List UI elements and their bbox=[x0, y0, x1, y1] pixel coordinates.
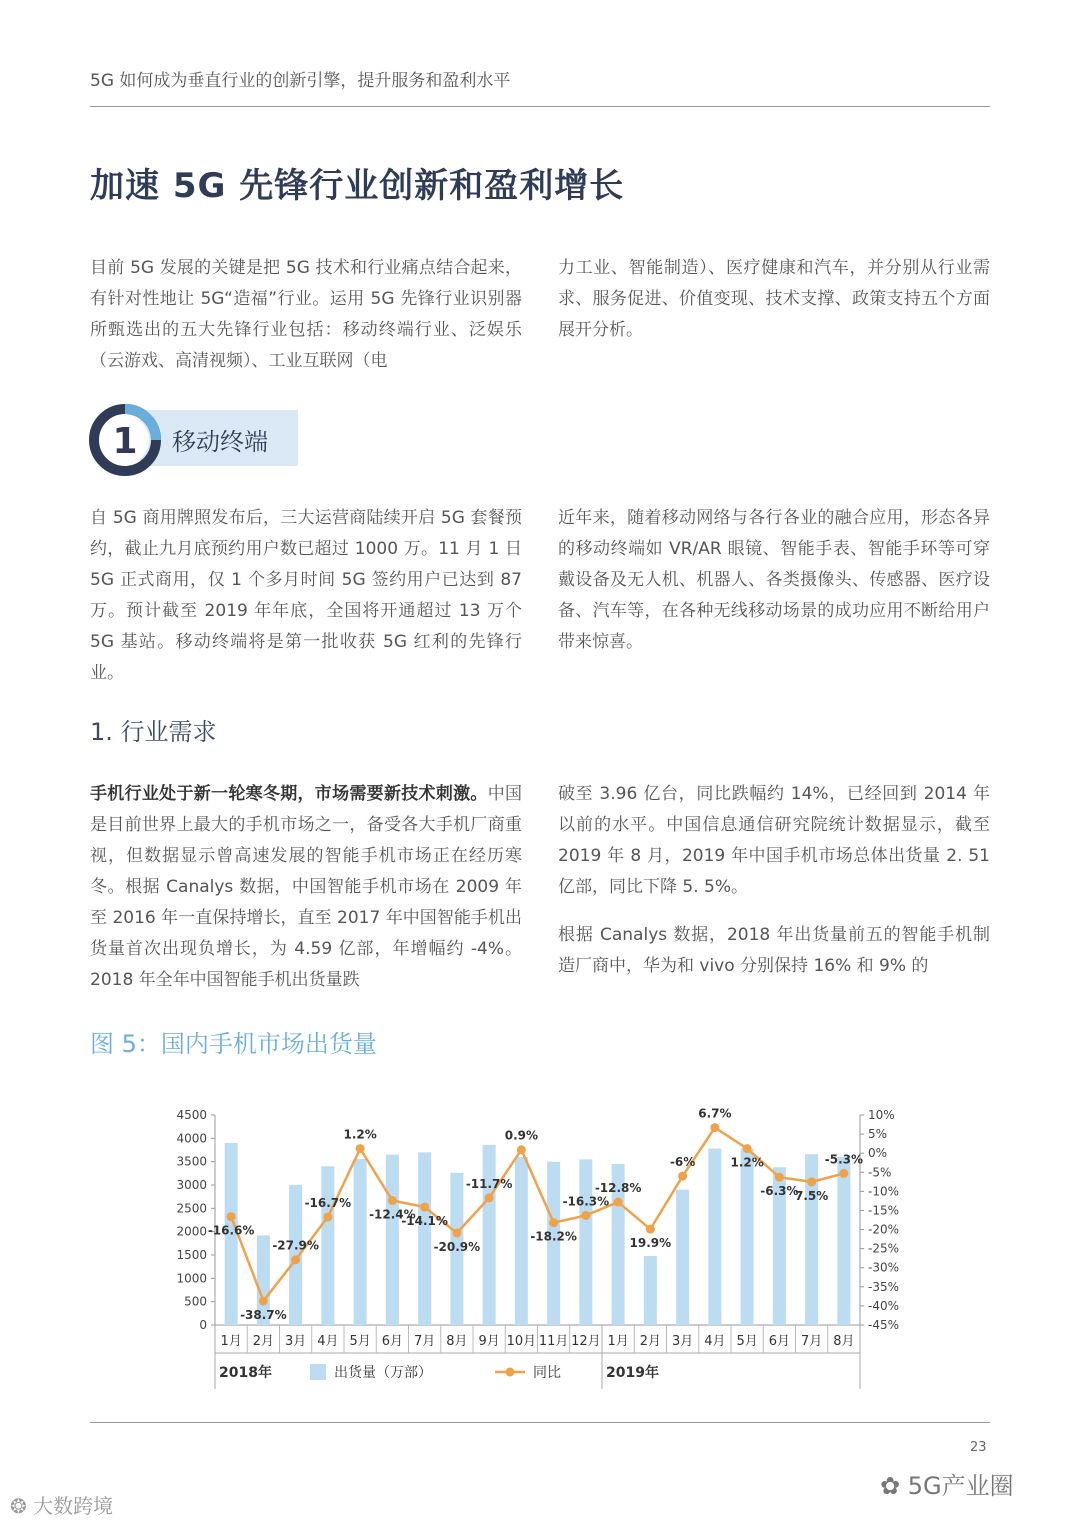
watermark: ❂ 大数跨境 bbox=[10, 1494, 114, 1518]
yoy-point bbox=[646, 1225, 655, 1234]
right-tick-label: -45% bbox=[868, 1318, 900, 1332]
watermark-icon: ❂ bbox=[10, 1494, 34, 1518]
right-tick-label: -15% bbox=[868, 1203, 900, 1218]
section-number-badge bbox=[88, 403, 162, 477]
intro-left: 目前 5G 发展的关键是把 5G 技术和行业痛点结合起来，有针对性地让 5G“造福”行业。运用 5G 先锋行业识别器所甄选出的五大先锋行业包括：移动终端行业、泛娱乐（云游戏、高清视频）、工业互联网（电 bbox=[90, 258, 522, 371]
right-tick-label: 5% bbox=[868, 1127, 888, 1142]
subsection-title: 1. 行业需求 bbox=[90, 718, 217, 746]
demand-left bbox=[90, 779, 522, 996]
demand-left-body: 中国是目前世界上最大的手机市场之一，备受各大手机厂商重视，但数据显示曾高速发展的智能手机市场正在经历寒冬。根据 Canalys 数据，中国智能手机市场在 2009 年至 2016 年一直保持增长，直至 2017 年中国智能手机出货量首次出现负增长，为 4.59 亿部，年增幅约 -4%。2018 年全年中国智能手机出货量跌 bbox=[90, 784, 523, 990]
yoy-point bbox=[291, 1255, 300, 1264]
section-text-right: 近年来，随着移动网络与各行各业的融合应用，形态各异的移动终端如 VR/AR 眼镜、智能手表、智能手环等可穿戴设备及无人机、机器人、各类摄像头、传感器、医疗设备、汽车等，在各种无线移动场景的成功应用不断给用户带来惊喜。 bbox=[558, 508, 990, 652]
right-tick-label: -25% bbox=[868, 1241, 900, 1256]
yoy-point bbox=[807, 1177, 816, 1186]
yoy-data-label: -38.7% bbox=[240, 1307, 287, 1322]
category-label: 2月 bbox=[639, 1334, 662, 1349]
legend-bar-swatch bbox=[310, 1364, 326, 1380]
bar-shipment bbox=[579, 1159, 592, 1325]
yoy-point bbox=[678, 1172, 687, 1181]
yoy-point bbox=[517, 1145, 526, 1154]
yoy-data-label: -16.6% bbox=[207, 1223, 255, 1238]
left-tick-label: 2500 bbox=[176, 1201, 207, 1216]
bar-shipment bbox=[515, 1157, 528, 1325]
brand-label: ✿ 5G产业圈 bbox=[880, 1472, 1014, 1500]
category-label: 6月 bbox=[768, 1334, 791, 1349]
category-label: 4月 bbox=[317, 1334, 339, 1349]
yoy-point bbox=[839, 1169, 848, 1178]
yoy-data-label: 6.7% bbox=[698, 1106, 732, 1121]
category-label: 12月 bbox=[571, 1334, 601, 1349]
legend-line-marker bbox=[506, 1368, 515, 1377]
yoy-data-label: 1.2% bbox=[343, 1127, 377, 1142]
yoy-data-label: -16.3% bbox=[562, 1194, 610, 1209]
category-label: 7月 bbox=[800, 1334, 823, 1349]
category-label: 5月 bbox=[349, 1334, 371, 1349]
yoy-data-label: -12.4% bbox=[369, 1207, 416, 1222]
bar-shipment bbox=[644, 1256, 657, 1325]
bar-shipment bbox=[741, 1149, 754, 1325]
yoy-point bbox=[614, 1198, 623, 1207]
bar-shipment bbox=[483, 1145, 496, 1325]
yoy-data-label: -12.8% bbox=[594, 1181, 642, 1196]
section-label: 移动终端 bbox=[172, 428, 268, 456]
left-tick-label: 3500 bbox=[176, 1154, 207, 1169]
bar-shipment bbox=[837, 1157, 850, 1325]
yoy-point bbox=[227, 1212, 236, 1221]
yoy-data-label: -6% bbox=[669, 1155, 696, 1170]
right-tick-label: -30% bbox=[868, 1260, 900, 1275]
yoy-point bbox=[452, 1228, 461, 1237]
category-label: 9月 bbox=[478, 1334, 500, 1349]
category-label: 3月 bbox=[284, 1334, 307, 1349]
category-label: 1月 bbox=[607, 1334, 629, 1349]
left-tick-label: 4000 bbox=[176, 1131, 207, 1146]
category-label: 5月 bbox=[736, 1334, 758, 1349]
bar-shipment bbox=[321, 1166, 334, 1325]
demand-right bbox=[558, 779, 990, 982]
bar-shipment bbox=[354, 1159, 367, 1325]
section-number: 1 bbox=[112, 421, 138, 462]
category-label: 11月 bbox=[538, 1334, 569, 1349]
yoy-data-label: -18.2% bbox=[530, 1229, 577, 1244]
category-label: 8月 bbox=[833, 1334, 855, 1349]
yoy-data-label: -27.9% bbox=[272, 1238, 319, 1253]
right-tick-label: -35% bbox=[868, 1279, 900, 1294]
yoy-data-label: 19.9% bbox=[629, 1236, 672, 1251]
legend-bar-label: 出货量（万部） bbox=[334, 1365, 432, 1381]
yoy-data-label: -20.9% bbox=[433, 1239, 481, 1254]
yoy-point bbox=[356, 1144, 365, 1153]
page-title: 加速 5G 先锋行业创新和盈利增长 bbox=[90, 166, 625, 206]
yoy-point bbox=[323, 1212, 332, 1221]
category-label: 3月 bbox=[671, 1334, 694, 1349]
yoy-data-label: 1.2% bbox=[730, 1155, 764, 1170]
page-number: 23 bbox=[970, 1440, 987, 1455]
yoy-point bbox=[743, 1144, 752, 1153]
yoy-point bbox=[259, 1296, 268, 1305]
category-label: 7月 bbox=[413, 1334, 436, 1349]
yoy-point bbox=[388, 1196, 397, 1205]
demand-right-p1: 破至 3.96 亿台，同比跌幅约 14%，已经回到 2014 年以前的水平。中国信息通信研究院统计数据显示，截至 2019 年 8 月，2019 年中国手机市场总体出货量 2. 51 亿部，同比下降 5. 5%。 bbox=[558, 784, 990, 897]
shipment-chart bbox=[150, 1090, 930, 1410]
right-tick-label: -20% bbox=[868, 1222, 900, 1237]
category-label: 6月 bbox=[381, 1334, 404, 1349]
category-label: 10月 bbox=[506, 1334, 537, 1349]
yoy-data-label: 0.9% bbox=[504, 1128, 539, 1143]
intro-right: 力工业、智能制造）、医疗健康和汽车，并分别从行业需求、服务促进、价值变现、技术支撑、政策支持五个方面展开分析。 bbox=[558, 258, 990, 340]
yoy-point bbox=[485, 1193, 494, 1202]
left-tick-label: 2000 bbox=[176, 1224, 207, 1239]
section-text-left: 自 5G 商用牌照发布后，三大运营商陆续开启 5G 套餐预约，截止九月底预约用户数已超过 1000 万。11 月 1 日 5G 正式商用，仅 1 个多月时间 5G 签约用户已达到 87 万。预计截至 2019 年年底，全国将开通超过 13 万个 5G 基站。移动终端将是第一批收获 5G 红利的先锋行业。 bbox=[90, 508, 522, 683]
legend-line-label: 同比 bbox=[533, 1365, 561, 1381]
left-tick-label: 3000 bbox=[176, 1178, 207, 1192]
yoy-data-label: 7.5% bbox=[794, 1188, 829, 1203]
bar-shipment bbox=[676, 1190, 689, 1325]
right-tick-label: -5% bbox=[868, 1165, 892, 1180]
bar-shipment bbox=[708, 1149, 721, 1325]
category-label: 1月 bbox=[220, 1334, 242, 1349]
yoy-data-label: -16.7% bbox=[304, 1195, 352, 1210]
yoy-point bbox=[710, 1123, 719, 1132]
demand-lead: 手机行业处于新一轮寒冬期，市场需要新技术刺激。 bbox=[90, 784, 488, 804]
header-rule bbox=[90, 106, 990, 107]
left-tick-label: 1500 bbox=[176, 1248, 207, 1262]
left-tick-label: 1000 bbox=[176, 1271, 207, 1286]
right-tick-label: 10% bbox=[868, 1108, 895, 1122]
right-tick-label: 0% bbox=[868, 1146, 888, 1161]
yoy-point bbox=[549, 1218, 558, 1227]
yoy-data-label: -14.1% bbox=[401, 1214, 448, 1229]
category-label: 8月 bbox=[446, 1334, 468, 1349]
year-label: 2018年 bbox=[219, 1365, 272, 1381]
footer-rule bbox=[90, 1422, 990, 1423]
right-tick-label: -40% bbox=[868, 1298, 900, 1313]
left-tick-label: 500 bbox=[184, 1294, 207, 1309]
yoy-point bbox=[775, 1173, 784, 1182]
figure-title: 图 5：国内手机市场出货量 bbox=[90, 1030, 377, 1058]
yoy-point bbox=[420, 1203, 429, 1212]
right-tick-label: -10% bbox=[868, 1184, 900, 1199]
wechat-icon: ✿ bbox=[880, 1472, 908, 1500]
left-tick-label: 0 bbox=[199, 1318, 207, 1332]
yoy-data-label: -5.3% bbox=[824, 1152, 864, 1167]
left-tick-label: 4500 bbox=[176, 1108, 207, 1122]
year-label: 2019年 bbox=[606, 1365, 659, 1381]
bar-shipment bbox=[386, 1155, 399, 1325]
category-label: 2月 bbox=[252, 1334, 275, 1349]
category-label: 4月 bbox=[704, 1334, 726, 1349]
demand-right-p2: 根据 Canalys 数据，2018 年出货量前五的智能手机制造厂商中，华为和 vivo 分别保持 16% 和 9% 的 bbox=[558, 925, 990, 976]
yoy-point bbox=[581, 1211, 590, 1220]
yoy-data-label: -6.3% bbox=[760, 1184, 799, 1199]
yoy-data-label: -11.7% bbox=[465, 1176, 513, 1191]
running-header: 5G 如何成为垂直行业的创新引擎，提升服务和盈利水平 bbox=[90, 71, 511, 91]
bar-shipment bbox=[418, 1152, 431, 1325]
